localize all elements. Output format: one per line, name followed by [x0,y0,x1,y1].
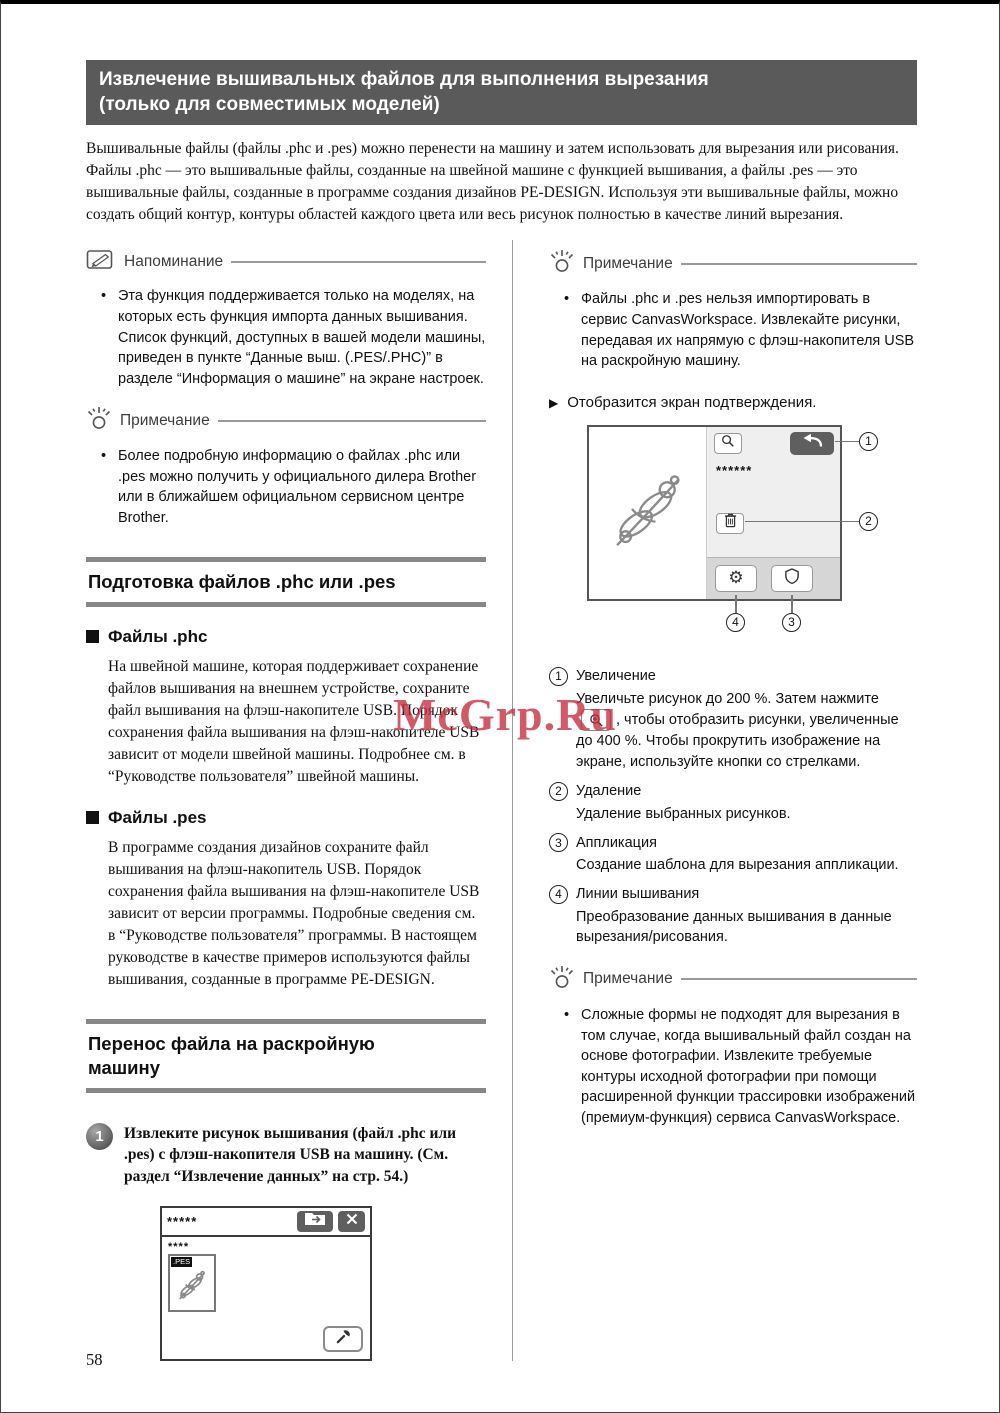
note-block-left [86,405,486,528]
left-column [86,232,486,1360]
pes-paragraph: В программе создания дизайнов сохраните файл вышивания на флэш-накопитель USB. Порядок сохранения файла вышивания на флэш-накопителе USB зависит от версии программы. Подробные сведения см. в “Руководстве пользователя” программы. В настоящем руководстве в качестве примеров используются файлы вышивания, созданные в программе PE-DESIGN. [108,838,480,988]
screen2-design-area [589,427,707,599]
memo-label: Напоминание [124,253,224,271]
result-line [549,394,917,413]
sparkle-icon [549,248,575,279]
phc-paragraph: На швейной машине, которая поддерживает сохранение файлов вышивания на внешнем устройстве, сохраните файл вышивания на флэш-накопителе USB. Порядок сохранения файла вышивания на флэш-накопителе USB зависит от модели швейной машины. Подробнее см. в “Руководстве пользователя” швейной машины. [108,657,480,785]
file-name-stars: **** [168,1240,190,1253]
sparkle-icon [86,405,112,436]
callout-1-body-post: , чтобы отобразить рисунки, увеличенные до 400 %. Чтобы прокрутить изображение на экране, используйте кнопки со стрелками. [576,712,899,771]
note-block-right-bottom [549,964,917,1128]
heading-rule [231,261,486,263]
return-button [790,432,834,455]
heading-rule [681,263,917,265]
note-label: Примечание [583,970,673,988]
delete-button [716,513,744,534]
note-label: Примечание [583,254,673,272]
page-title-line2: (только для совместимых моделей) [99,93,440,115]
memo-heading [86,248,486,276]
page-title-line1: Извлечение вышивальных файлов для выполнения вырезания [99,69,709,90]
callout-item-embroidery-lines [549,885,917,948]
note-heading [549,248,917,279]
machine-screen-illustration-file-list [160,1206,372,1361]
magnifier-plus-icon [581,709,611,731]
screen2-controls [707,427,840,599]
note-heading [86,405,486,436]
callout-1-badge: 1 [859,432,878,451]
callout-line [745,521,859,523]
callout-item-applique [549,833,917,876]
subheading-pes-files [86,808,486,828]
embroidery-design [173,1265,211,1310]
note-bullet: • Более подробную информацию о файлах .phc или .pes можно получить у официального дилера Brother или в ближайшем официальном сервисном центре Brother. [86,446,486,528]
subheading-phc-label: Файлы .phc [108,626,208,646]
shield-icon [785,568,799,589]
zoom-button [714,433,742,454]
magnifier-icon [721,434,735,453]
heading-rule [681,978,917,980]
callout-line [735,595,737,613]
callout-3-body: Создание шаблона для вырезания аппликации. [576,857,899,874]
callout-1-title: Увеличение [576,668,656,685]
callout-1-body-pre: Увеличьте рисунок до 200 %. Затем нажмите [576,690,879,707]
column-divider [512,240,513,1360]
triangle-marker-icon: ▶ [549,395,559,410]
screen1-title-stars: ***** [167,1213,198,1229]
return-arrow-icon [799,433,825,453]
callout-3-badge: 3 [782,613,801,632]
heading-rule [218,420,486,422]
close-icon [346,1212,358,1230]
note-block-right-top [549,248,917,371]
callout-2-title: Удаление [576,783,642,800]
subheading-pes-label: Файлы .pes [108,807,207,827]
machine-screen-illustration-confirmation [587,425,897,639]
square-bullet-icon [86,630,99,643]
screen2-panel [587,425,842,601]
callout-4-badge: 4 [726,613,745,632]
callout-line [791,595,793,613]
step-1 [86,1123,486,1188]
note-bullet: • Сложные формы не подходят для вырезания в том случае, когда вышивальный файл создан на основе фотографии. Извлеките требуемые контуры исходной фотографии при помощи расширенной функции трассировки изображений (премиум-функция) сервиса CanvasWorkspace. [549,1005,917,1128]
callout-3-title: Аппликация [576,834,657,851]
callout-4-title: Линии вышивания [576,886,700,903]
subheading-phc-files [86,627,486,647]
callout-2-body: Удаление выбранных рисунков. [576,805,791,822]
page-title [86,60,917,125]
trash-icon [724,513,737,533]
screen1-title-bar [162,1208,370,1237]
callout-line [835,441,859,443]
folder-button [297,1211,333,1232]
callout-2-badge: 2 [549,782,568,801]
section-heading-transfer-file: Перенос файла на раскройную машину [86,1019,486,1093]
note-label: Примечание [120,411,210,429]
step-number-badge: 1 [86,1123,113,1150]
callout-4-body: Преобразование данных вышивания в данные вырезания/рисования. [576,908,892,946]
screen2-bottom-toolbar [707,557,840,599]
two-column-layout [86,232,917,1360]
callout-2-badge: 2 [859,512,878,531]
callout-item-zoom [549,667,917,773]
file-thumbnail [168,1254,216,1312]
screen2-file-stars: ****** [716,462,753,478]
screen1-body [162,1237,370,1359]
callout-3-badge: 3 [549,833,568,852]
memo-pencil-icon [86,248,116,276]
embroidery-lines-button [715,565,757,592]
callout-item-delete [549,782,917,825]
manual-page [1,4,999,1361]
memo-bullet: • Эта функция поддерживается только на моделях, на которых есть функция импорта данных вышивания. Список функций, доступных в вашей модели машины, приведен в пункте “Данные выш. (.PES/.PHC)” в разделе “Информация о машине” на экране настроек. [86,286,486,389]
section-heading-prepare-files: Подготовка файлов .phc или .pes [86,557,486,607]
applique-button [771,565,813,592]
square-bullet-icon [86,811,99,824]
sparkle-icon [549,964,575,995]
callout-1-body [576,689,917,773]
gear-icon: ⚙ [728,567,744,588]
page-number: 58 [86,1350,103,1369]
step-1-text: Извлеките рисунок вышивания (файл .phc или .pes) с флэш-накопителя USB на машину. (См. раздел “Извлечение данных” на стр. 54.) [124,1124,457,1186]
close-button [338,1211,365,1232]
watermark: McGrp.Ru [393,689,617,740]
folder-icon [304,1211,326,1231]
wrench-icon [335,1328,352,1350]
callout-4-badge: 4 [549,885,568,904]
note-bullet: • Файлы .phc и .pes нельзя импортировать в сервис CanvasWorkspace. Извлекайте рисунки, передавая их напрямую с флэш-накопителя USB на раскройную машину. [549,289,917,371]
callout-1-badge: 1 [549,667,568,686]
embroidery-design [600,462,696,563]
note-heading [549,964,917,995]
tools-button [323,1326,363,1352]
callout-explanations [549,667,917,948]
result-text: Отобразится экран подтверждения. [567,393,817,411]
intro-paragraph: Вышивальные файлы (файлы .phc и .pes) можно перенести на машину и затем использовать для вырезания или рисования. Файлы .phc — это вышивальные файлы, созданные на швейной машине с функцией вышивания, а файлы .pes — это вышивальные файлы, созданные в программе создания дизайнов PE-DESIGN. Используя эти вышивальные файлы, можно создать общий контур, контуры областей каждого цвета или весь рисунок полностью в качестве линий вырезания. [86,140,899,224]
memo-block [86,248,486,389]
right-column [549,232,917,1134]
file-extension-tag: .PES [173,1256,191,1266]
